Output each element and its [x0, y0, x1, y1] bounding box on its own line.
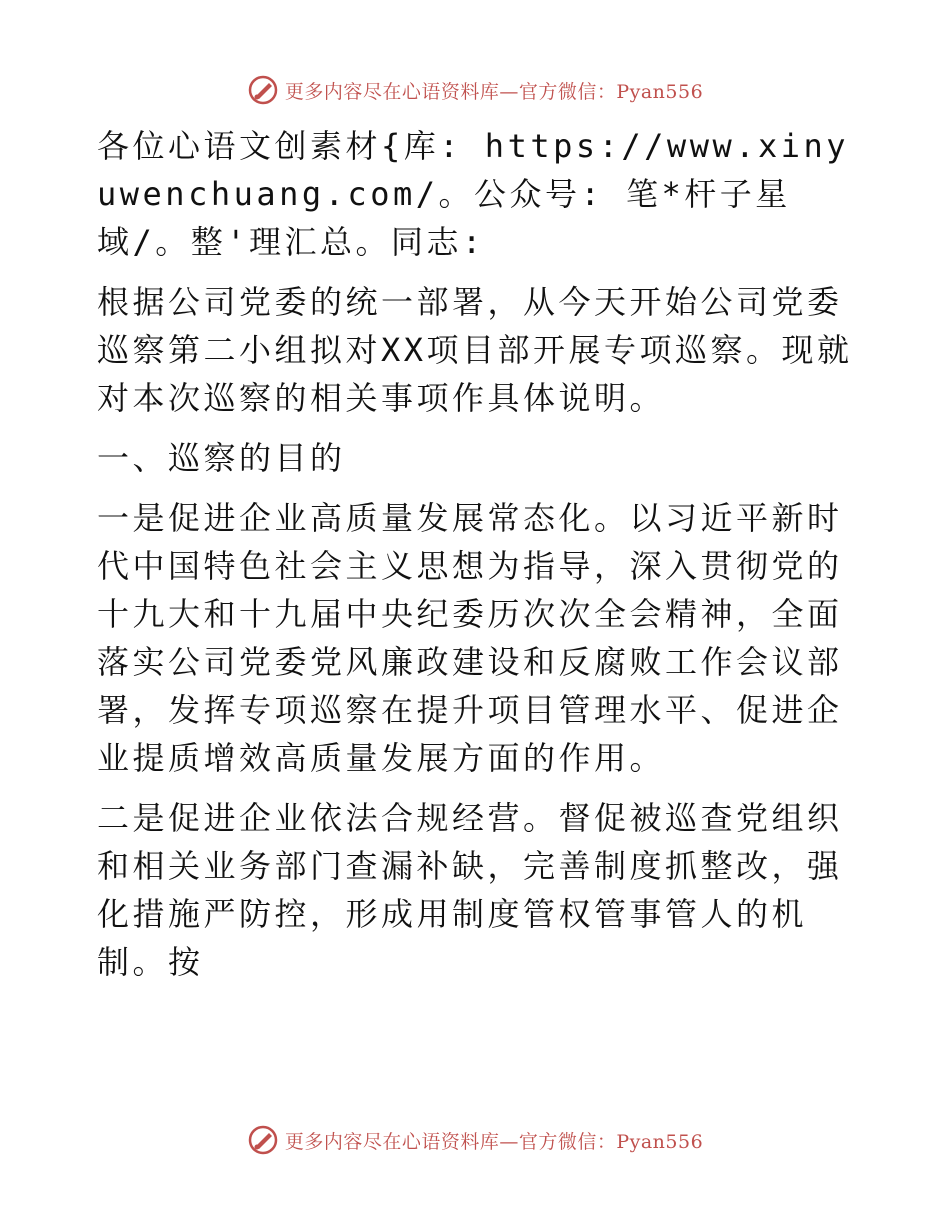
header-banner-text: 更多内容尽在心语资料库—官方微信：Pyan556	[284, 80, 704, 103]
document-body	[97, 122, 857, 998]
brush-logo-icon	[247, 74, 279, 106]
brush-logo-icon	[247, 1124, 279, 1156]
section-heading-purpose: 一、巡察的目的	[97, 439, 346, 477]
paragraph-purpose-two: 二是促进企业依法合规经营。督促被巡查党组织和相关业务部门查漏补缺，完善制度抓整改，强化措施严防控，形成用制度管权管事管人的机制。按	[97, 799, 843, 981]
paragraph-deployment: 根据公司党委的统一部署，从今天开始公司党委巡察第二小组拟对XX项目部开展专项巡察。现就对本次巡察的相关事项作具体说明。	[97, 283, 853, 417]
header-banner	[0, 70, 950, 110]
paragraph-intro: 各位心语文创素材{库: https://www.xinyuwenchuang.com/。公众号: 笔*杆子星域/。整'理汇总。同志:	[97, 127, 850, 261]
footer-banner	[0, 1120, 950, 1160]
footer-banner-text: 更多内容尽在心语资料库—官方微信：Pyan556	[284, 1130, 704, 1153]
paragraph-purpose-one: 一是促进企业高质量发展常态化。以习近平新时代中国特色社会主义思想为指导，深入贯彻党的十九大和十九届中央纪委历次次全会精神，全面落实公司党委党风廉政建设和反腐败工作会议部署，发挥专项巡察在提升项目管理水平、促进企业提质增效高质量发展方面的作用。	[97, 499, 843, 777]
